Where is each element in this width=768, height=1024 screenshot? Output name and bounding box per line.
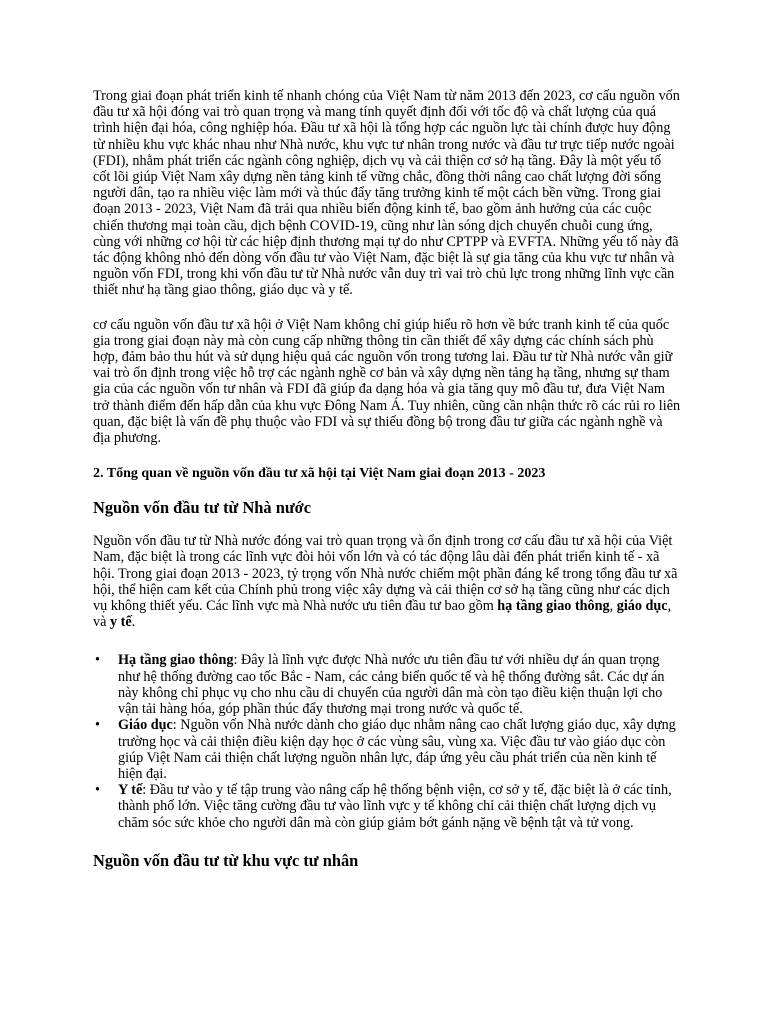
list-item-health <box>93 782 681 831</box>
priority-sectors-list <box>93 652 681 830</box>
intro-paragraph-1: Trong giai đoạn phát triển kinh tế nhanh chóng của Việt Nam từ năm 2013 đến 2023, cơ cấu nguồn vốn đầu tư xã hội đóng vai trò quan trọng và mang tính quyết định đối với tốc độ và chất lượng của quá trình hiện đại hóa, công nghiệp hóa. Đầu tư xã hội là tổng hợp các nguồn lực tài chính được huy động từ nhiều khu vực khác nhau như Nhà nước, khu vực tư nhân trong nước và đầu tư trực tiếp nước ngoài (FDI), nhằm phát triển các ngành công nghiệp, dịch vụ và cải thiện cơ sở hạ tầng. Đây là một yếu tố cốt lõi giúp Việt Nam xây dựng nền tảng kinh tế vững chắc, đồng thời nâng cao chất lượng đời sống người dân, tạo ra nhiều việc làm mới và thúc đẩy tăng trưởng kinh tế một cách bền vững. Trong giai đoạn 2013 - 2023, Việt Nam đã trải qua nhiều biến động kinh tế, bao gồm ảnh hưởng của các cuộc chiến thương mại toàn cầu, dịch bệnh COVID-19, cũng như làn sóng dịch chuyển chuỗi cung ứng, cùng với những cơ hội từ các hiệp định thương mại tự do như CPTPP và EVFTA. Những yếu tố này đã tác động không nhỏ đến dòng vốn đầu tư vào Việt Nam, đặc biệt là sự gia tăng của khu vực tư nhân và nguồn vốn FDI, trong khi vốn đầu tư từ Nhà nước vẫn duy trì vai trò chủ lực trong những lĩnh vực cần thiết như hạ tầng giao thông, giáo dục và y tế. <box>93 88 680 299</box>
intro-paragraph-2: cơ cấu nguồn vốn đầu tư xã hội ở Việt Nam không chỉ giúp hiểu rõ hơn về bức tranh kinh tế của quốc gia trong giai đoạn này mà còn cung cấp những thông tin cần thiết để xây dựng các chính sách phù hợp, đảm bảo thu hút và sử dụng hiệu quả các nguồn vốn trong tương lai. Đầu tư từ Nhà nước vẫn giữ vai trò ổn định trong việc hỗ trợ các ngành nghề cơ bản và xây dựng nền tảng hạ tầng, nhưng sự tham gia của các nguồn vốn tư nhân và FDI đã giúp đa dạng hóa và gia tăng quy mô đầu tư, đưa Việt Nam trở thành điểm đến hấp dẫn của khu vực Đông Nam Á. Tuy nhiên, cũng cần nhận thức rõ các rủi ro liên quan, đặc biệt là vấn đề phụ thuộc vào FDI và sự thiếu đồng bộ trong đầu tư giữa các ngành nghề và địa phương. <box>93 316 681 447</box>
document-body <box>93 88 681 870</box>
state-priority-education: giáo dục <box>616 598 668 615</box>
bullet-dot-icon: • <box>95 782 100 799</box>
bullet-dot-icon: • <box>95 652 100 669</box>
list-item-title: Giáo dục <box>118 717 173 734</box>
state-investment-paragraph <box>93 533 681 630</box>
bullet-dot-icon: • <box>95 717 100 734</box>
list-item-title: Hạ tầng giao thông <box>118 652 234 669</box>
list-item-transport <box>93 652 681 717</box>
list-item-title: Y tế <box>118 782 143 799</box>
state-paragraph-separator-2: , và <box>93 598 672 631</box>
list-item-text: : Đây là lĩnh vực được Nhà nước ưu tiên đầu tư với nhiều dự án quan trọng như hệ thống đường cao tốc Bắc - Nam, các cảng biển quốc tế và hệ thống đường sắt. Các dự án này không chỉ phục vụ cho nhu cầu di chuyển của người dân mà còn tạo điều kiện thuận lợi cho vận tải hàng hóa, góp phần thúc đẩy thương mại trong nước và quốc tế. <box>118 652 665 718</box>
state-paragraph-end: . <box>131 614 136 631</box>
state-priority-health: y tế <box>109 614 132 631</box>
state-paragraph-text: Nguồn vốn đầu tư từ Nhà nước đóng vai trò quan trọng và ổn định trong cơ cấu đầu tư xã hội của Việt Nam, đặc biệt là trong các lĩnh vực đòi hỏi vốn lớn và có tác động lâu dài đến phát triển kinh tế - xã hội. Trong giai đoạn 2013 - 2023, tỷ trọng vốn Nhà nước chiếm một phần đáng kể trong tổng đầu tư xã hội, thể hiện cam kết của Chính phủ trong việc xây dựng và cải thiện cơ sở hạ tầng cũng như các dịch vụ không thiết yếu. Các lĩnh vực mà Nhà nước ưu tiên đầu tư bao gồm <box>93 533 678 615</box>
private-investment-heading: Nguồn vốn đầu tư từ khu vực tư nhân <box>93 850 359 870</box>
list-item-text: : Đầu tư vào y tế tập trung vào nâng cấp hệ thống bệnh viện, cơ sở y tế, đặc biệt là ở các tỉnh, thành phố lớn. Việc tăng cường đầu tư vào lĩnh vực y tế không chỉ cải thiện chất lượng dịch vụ chăm sóc sức khỏe cho người dân mà còn giúp giảm bớt gánh nặng về bệnh tật và tử vong. <box>118 782 672 831</box>
state-paragraph-separator-1: , <box>609 598 617 615</box>
state-priority-transport: hạ tầng giao thông <box>497 598 610 615</box>
state-investment-heading: Nguồn vốn đầu tư từ Nhà nước <box>93 498 312 518</box>
section-title: 2. Tổng quan về nguồn vốn đầu tư xã hội tại Việt Nam giai đoạn 2013 - 2023 <box>93 466 546 482</box>
list-item-text: : Nguồn vốn Nhà nước dành cho giáo dục nhằm nâng cao chất lượng giáo dục, xây dựng trường học và cải thiện điều kiện dạy học ở các vùng sâu, vùng xa. Việc đầu tư vào giáo dục còn giúp Việt Nam cải thiện chất lượng nguồn nhân lực, đáp ứng yêu cầu phát triển của nền kinh tế hiện đại. <box>118 717 676 782</box>
list-item-education <box>93 717 681 782</box>
